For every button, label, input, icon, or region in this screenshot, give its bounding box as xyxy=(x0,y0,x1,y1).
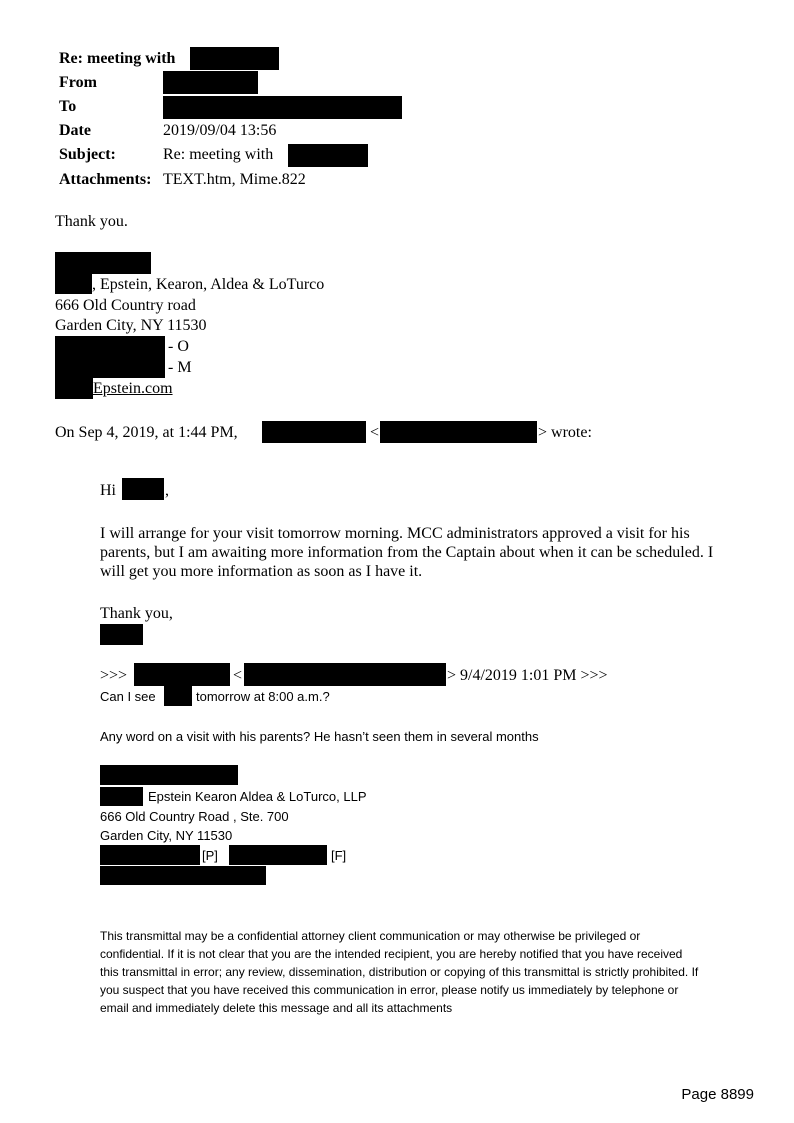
wrote-label: > wrote: xyxy=(538,424,592,441)
subject-label: Subject: xyxy=(59,146,116,163)
redaction xyxy=(100,845,200,865)
date-label: Date xyxy=(59,122,91,139)
subject-value: Re: meeting with xyxy=(163,146,274,163)
email-link[interactable]: Epstein.com xyxy=(93,380,173,397)
from-label: From xyxy=(59,74,97,91)
original-tomorrow: tomorrow at 8:00 a.m.? xyxy=(196,689,330,704)
redaction xyxy=(190,47,279,70)
office-phone-suffix: - O xyxy=(168,338,189,355)
lt-bracket: < xyxy=(370,424,380,441)
redaction xyxy=(55,252,151,274)
original-question: Any word on a visit with his parents? He hasn’t seen them in several months xyxy=(100,729,539,744)
signature-address-line1: 666 Old Country road xyxy=(55,297,196,314)
quote-date-prefix: On Sep 4, 2019, at 1:44 PM, xyxy=(55,424,238,441)
quote-signoff: Thank you, xyxy=(100,605,173,622)
redaction xyxy=(100,624,143,645)
re-subject-title: Re: meeting with xyxy=(59,50,176,67)
original-can-i-see: Can I see xyxy=(100,689,156,704)
redaction xyxy=(122,478,164,500)
original-address-line1: 666 Old Country Road , Ste. 700 xyxy=(100,809,289,824)
date-value: 2019/09/04 13:56 xyxy=(163,122,277,139)
lt-bracket: < xyxy=(233,667,243,684)
signature-firm: , Epstein, Kearon, Aldea & LoTurco xyxy=(92,276,325,293)
confidentiality-disclaimer: This transmittal may be a confidential attorney client communication or may otherwise be privileged or confidential. If it is not clear that you are the intended recipient, you are hereby notified that you have received this transmittal in error; any review, dissemination, distribution or copying of this transmittal is strictly prohibited. If you suspect that you have received this communication in error, please notify us immediately by telephone or email and immediately delete this message and all its attachments xyxy=(100,929,699,1015)
mobile-phone-suffix: - M xyxy=(168,359,192,376)
redaction xyxy=(229,845,327,865)
redaction xyxy=(164,686,192,706)
fax-tag: [F] xyxy=(331,848,347,863)
redaction xyxy=(55,357,165,378)
attachments-value: TEXT.htm, Mime.822 xyxy=(163,171,306,188)
original-timestamp: > 9/4/2019 1:01 PM >>> xyxy=(447,667,608,684)
quote-hi: Hi xyxy=(100,482,116,499)
original-firm: Epstein Kearon Aldea & LoTurco, LLP xyxy=(148,789,367,804)
redaction xyxy=(380,421,537,443)
quote-body-paragraph: I will arrange for your visit tomorrow morning. MCC administrators approved a visit for his parents, but I am awaiting more information from the Captain about when it can be scheduled. I will get you more information as soon as I have it. xyxy=(100,525,714,580)
reply-greeting: Thank you. xyxy=(55,213,128,230)
redaction xyxy=(100,866,266,885)
redaction xyxy=(134,663,230,686)
redaction xyxy=(288,144,368,167)
attachments-label: Attachments: xyxy=(59,171,152,188)
forward-arrows: >>> xyxy=(100,667,128,684)
redaction xyxy=(163,96,402,119)
redaction xyxy=(163,71,258,94)
redaction xyxy=(262,421,366,443)
redaction xyxy=(100,765,238,785)
quote-hi-comma: , xyxy=(165,482,169,499)
phone-tag: [P] xyxy=(202,848,218,863)
redaction xyxy=(244,663,446,686)
redaction xyxy=(55,274,92,294)
signature-address-line2: Garden City, NY 11530 xyxy=(55,317,207,334)
redaction xyxy=(55,378,93,399)
redaction xyxy=(100,787,143,806)
page-number: Page 8899 xyxy=(681,1086,754,1103)
original-address-line2: Garden City, NY 11530 xyxy=(100,828,233,843)
redaction xyxy=(55,336,165,357)
to-label: To xyxy=(59,98,77,115)
